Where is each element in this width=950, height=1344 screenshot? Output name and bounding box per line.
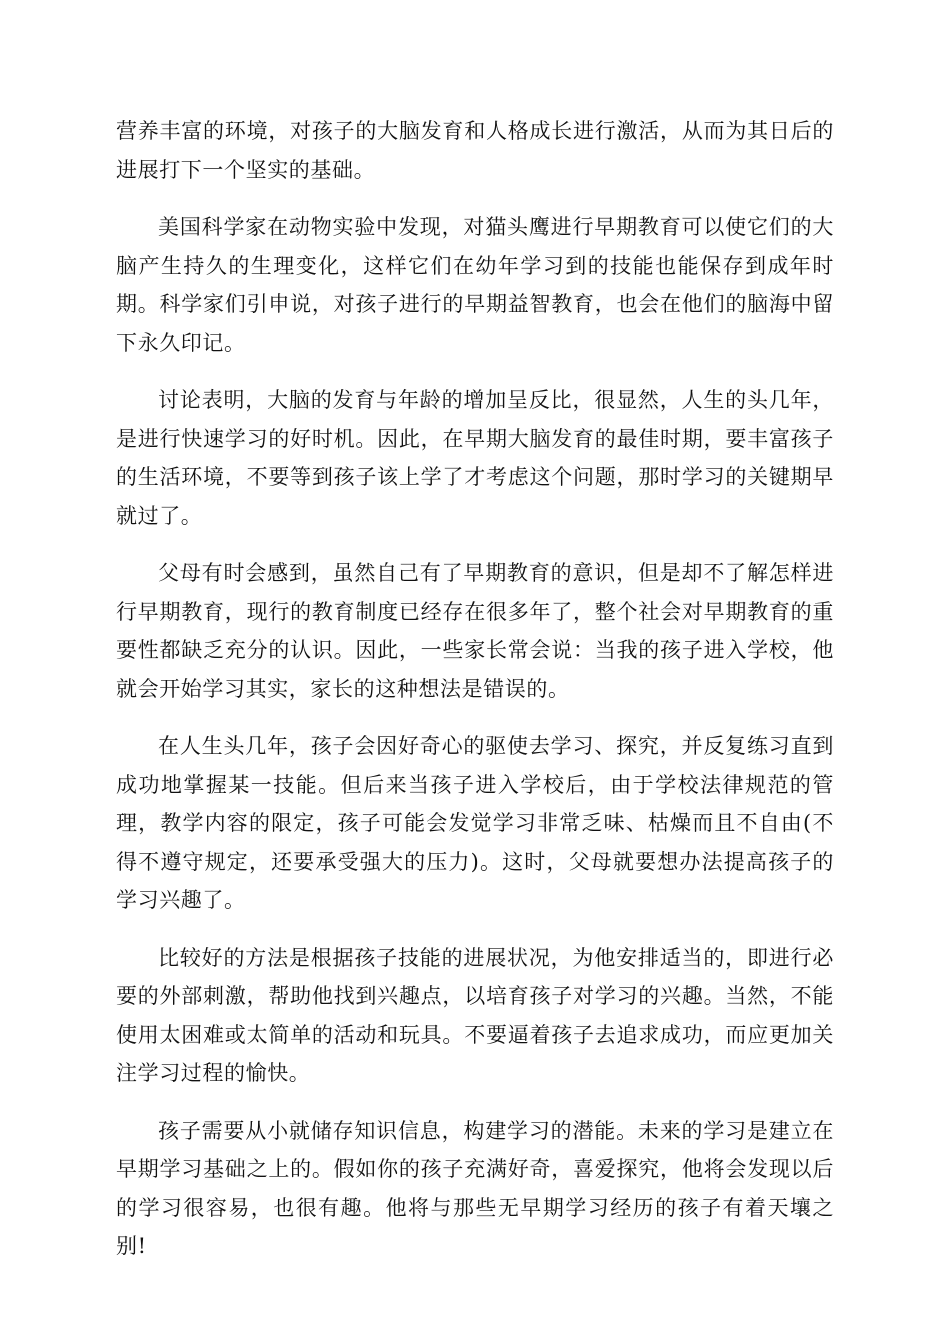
paragraph-parents-awareness: 父母有时会感到，虽然自己有了早期教育的意识，但是却不了解怎样进行早期教育，现行的教育制度已经存在很多年了，整个社会对早期教育的重要性都缺乏充分的认识。因此，一些家长常会说：当我的孩子进入学校，他就会开始学习其实，家长的这种想法是错误的。: [116, 561, 834, 701]
paragraph-brain-development: 讨论表明，大脑的发育与年龄的增加呈反比，很显然，人生的头几年，是进行快速学习的好时机。因此，在早期大脑发育的最佳时期，要丰富孩子的生活环境，不要等到孩子该上学了才考虑这个问题，那时学习的关键期早就过了。: [116, 388, 834, 528]
paragraph-school-interest: 在人生头几年，孩子会因好奇心的驱使去学习、探究，并反复练习直到成功地掌握某一技能。但后来当孩子进入学校后，由于学校法律规范的管理，教学内容的限定，孩子可能会发觉学习非常乏味、枯燥而且不自由(不得不遵守规定，还要承受强大的压力)。这时，父母就要想办法提高孩子的学习兴趣了。: [116, 734, 834, 912]
paragraph-methods: 比较好的方法是根据孩子技能的进展状况，为他安排适当的，即进行必要的外部刺激，帮助他找到兴趣点，以培育孩子对学习的兴趣。当然，不能使用太困难或太简单的活动和玩具。不要逼着孩子去追求成功，而应更加关注学习过程的愉快。: [116, 945, 834, 1085]
paragraph-continuation: 营养丰富的环境，对孩子的大脑发育和人格成长进行激活，从而为其日后的进展打下一个坚实的基础。: [116, 119, 834, 182]
paragraph-owl-experiment: 美国科学家在动物实验中发现，对猫头鹰进行早期教育可以使它们的大脑产生持久的生理变化，这样它们在幼年学习到的技能也能保存到成年时期。科学家们引申说，对孩子进行的早期益智教育，也会在他们的脑海中留下永久印记。: [116, 215, 834, 355]
paragraph-conclusion: 孩子需要从小就储存知识信息，构建学习的潜能。未来的学习是建立在早期学习基础之上的。假如你的孩子充满好奇，喜爱探究，他将会发现以后的学习很容易，也很有趣。他将与那些无早期学习经历的孩子有着天壤之别!: [116, 1118, 834, 1258]
document-page: [116, 112, 834, 1285]
